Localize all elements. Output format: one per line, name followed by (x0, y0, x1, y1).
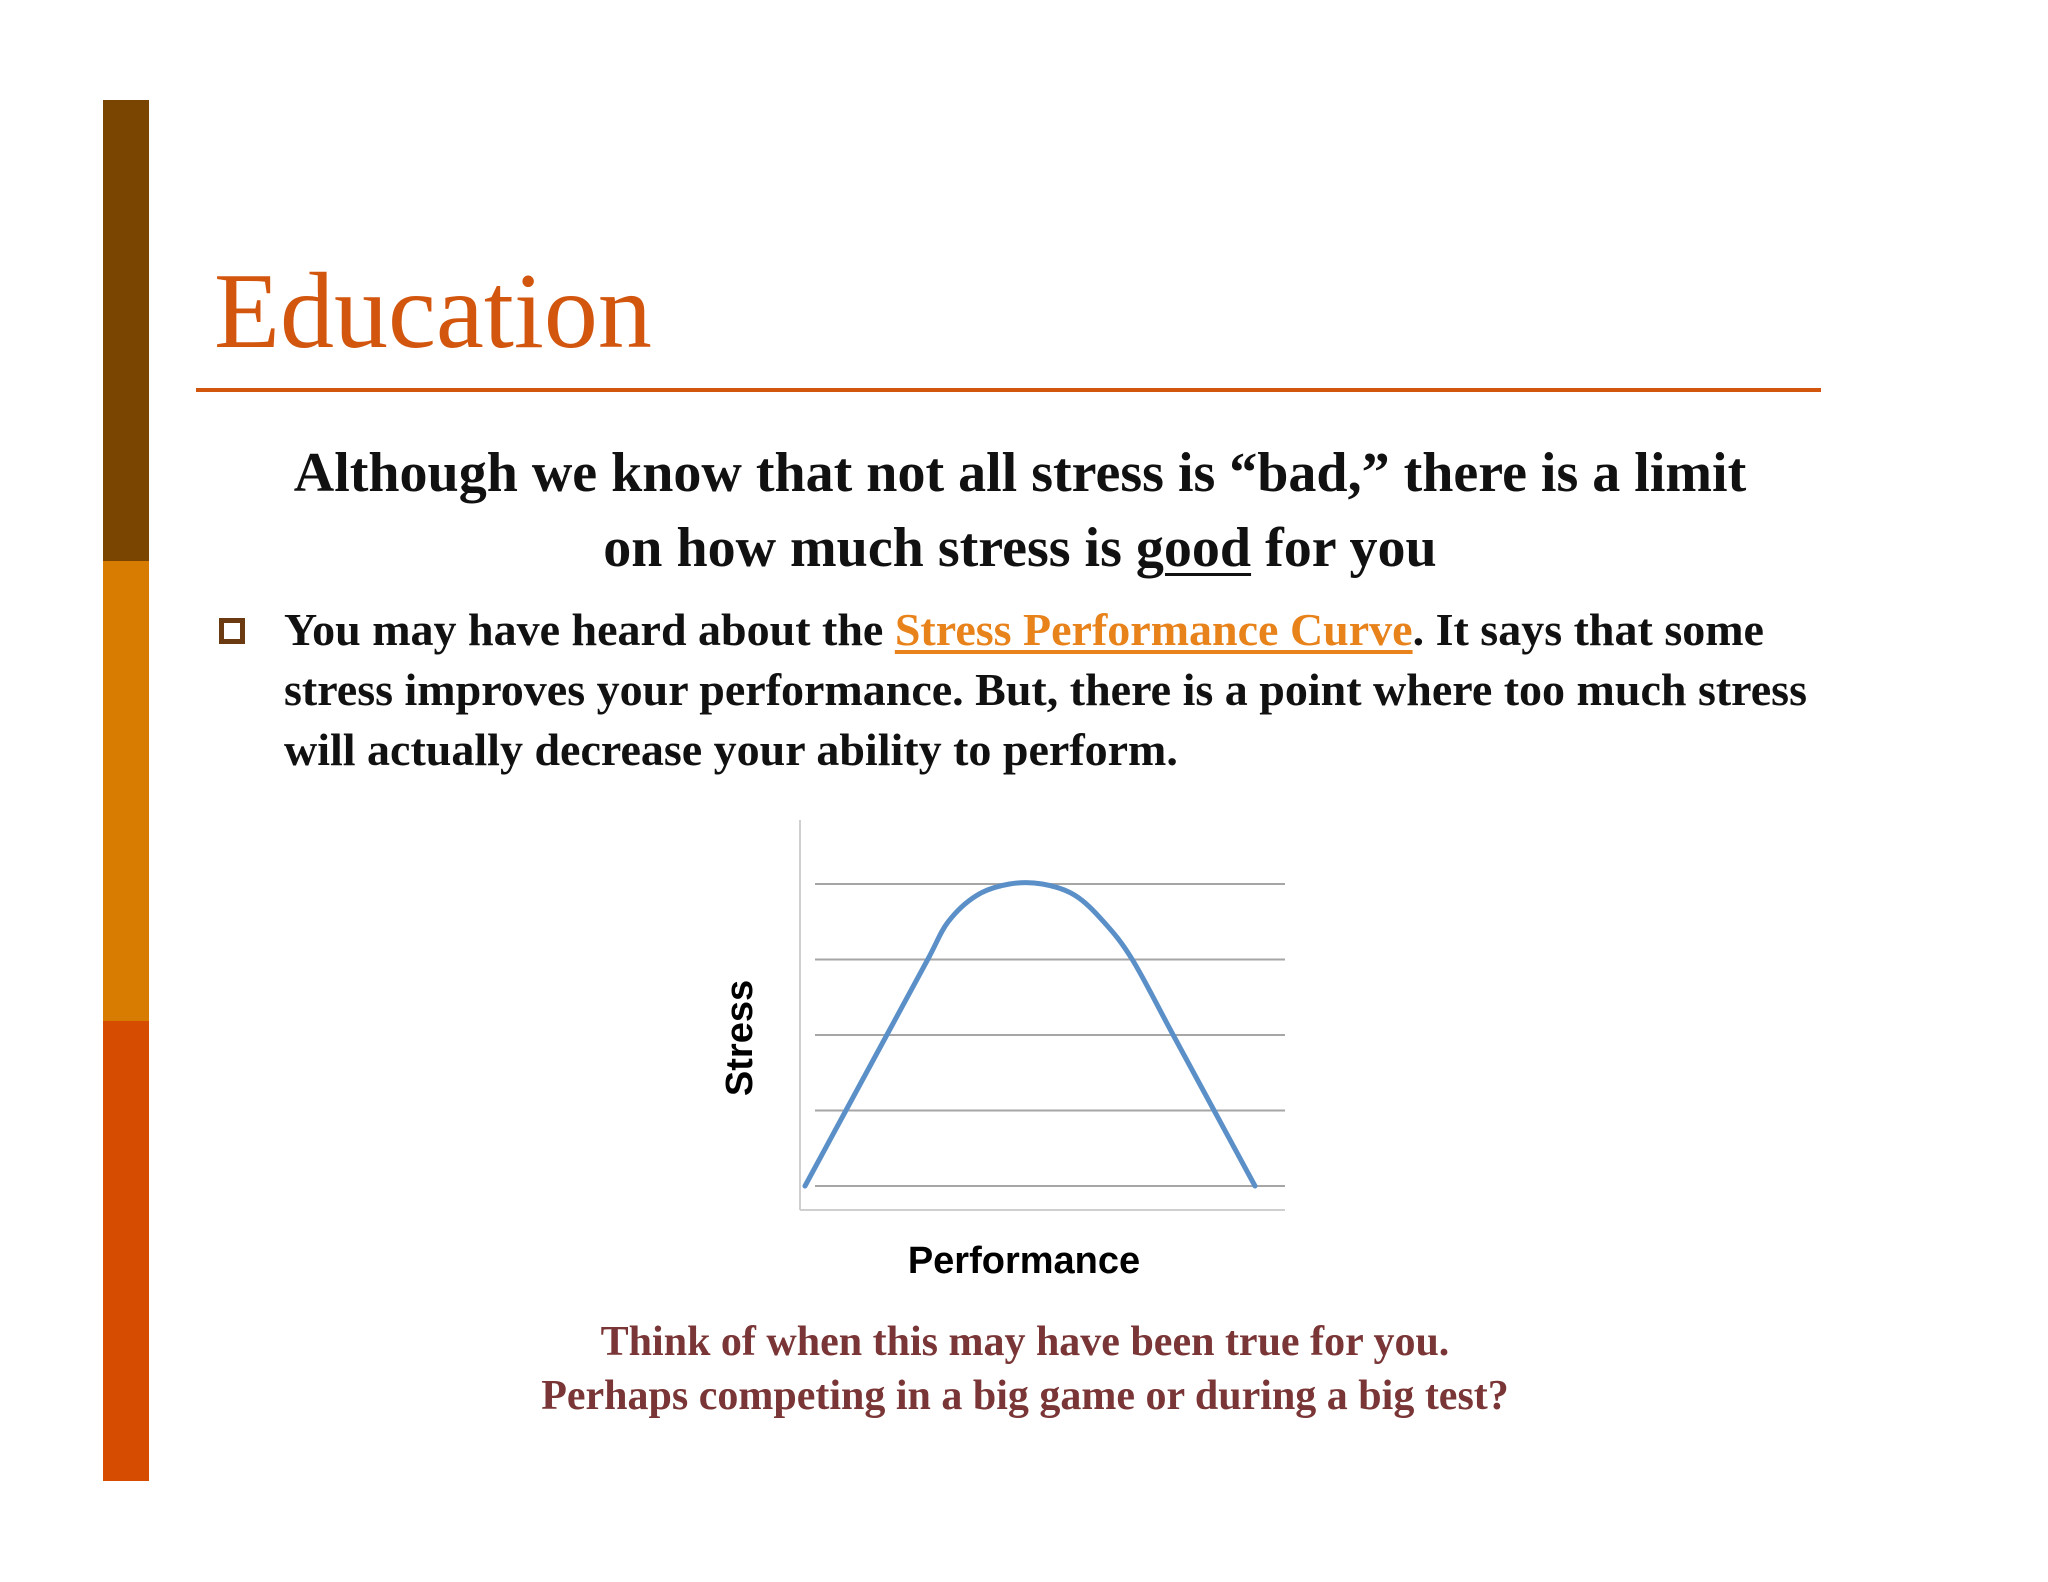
slide-subtitle (200, 436, 1840, 586)
y-axis-label: Stress (719, 979, 761, 1097)
sidebar-segment-orange (103, 561, 149, 1021)
stress-performance-curve-link[interactable]: Stress Performance Curve (894, 604, 1413, 655)
bullet-text-end: . It says that some stress improves your performance. But, there is a point where too much stress will actually decrease your ability to perform. (284, 604, 1807, 775)
note-line-2: Perhaps competing in a big game or during a big test? (541, 1373, 1509, 1419)
subtitle-line-2 (200, 511, 1840, 586)
bullet-text (284, 600, 1844, 780)
slide-title: Education (214, 252, 652, 371)
reflection-note (300, 1315, 1750, 1423)
sidebar-segment-brown (103, 100, 149, 561)
slide-sidebar-bar (103, 100, 149, 1481)
x-axis-label: Performance (907, 1240, 1141, 1282)
subtitle-line-1: Although we know that not all stress is “bad,” there is a limit (293, 442, 1747, 504)
note-line-1: Think of when this may have been true for you. (600, 1319, 1450, 1365)
subtitle-emphasis: good (1135, 517, 1252, 579)
stress-performance-chart (700, 810, 1300, 1290)
sidebar-segment-red (103, 1021, 149, 1481)
bullet-text-start: You may have heard about the (284, 604, 895, 655)
title-divider (196, 388, 1821, 392)
subtitle-line-2-end: for you (1251, 517, 1437, 579)
subtitle-line-2-start: on how much stress is (603, 517, 1136, 579)
hollow-square-bullet-icon (219, 618, 245, 644)
